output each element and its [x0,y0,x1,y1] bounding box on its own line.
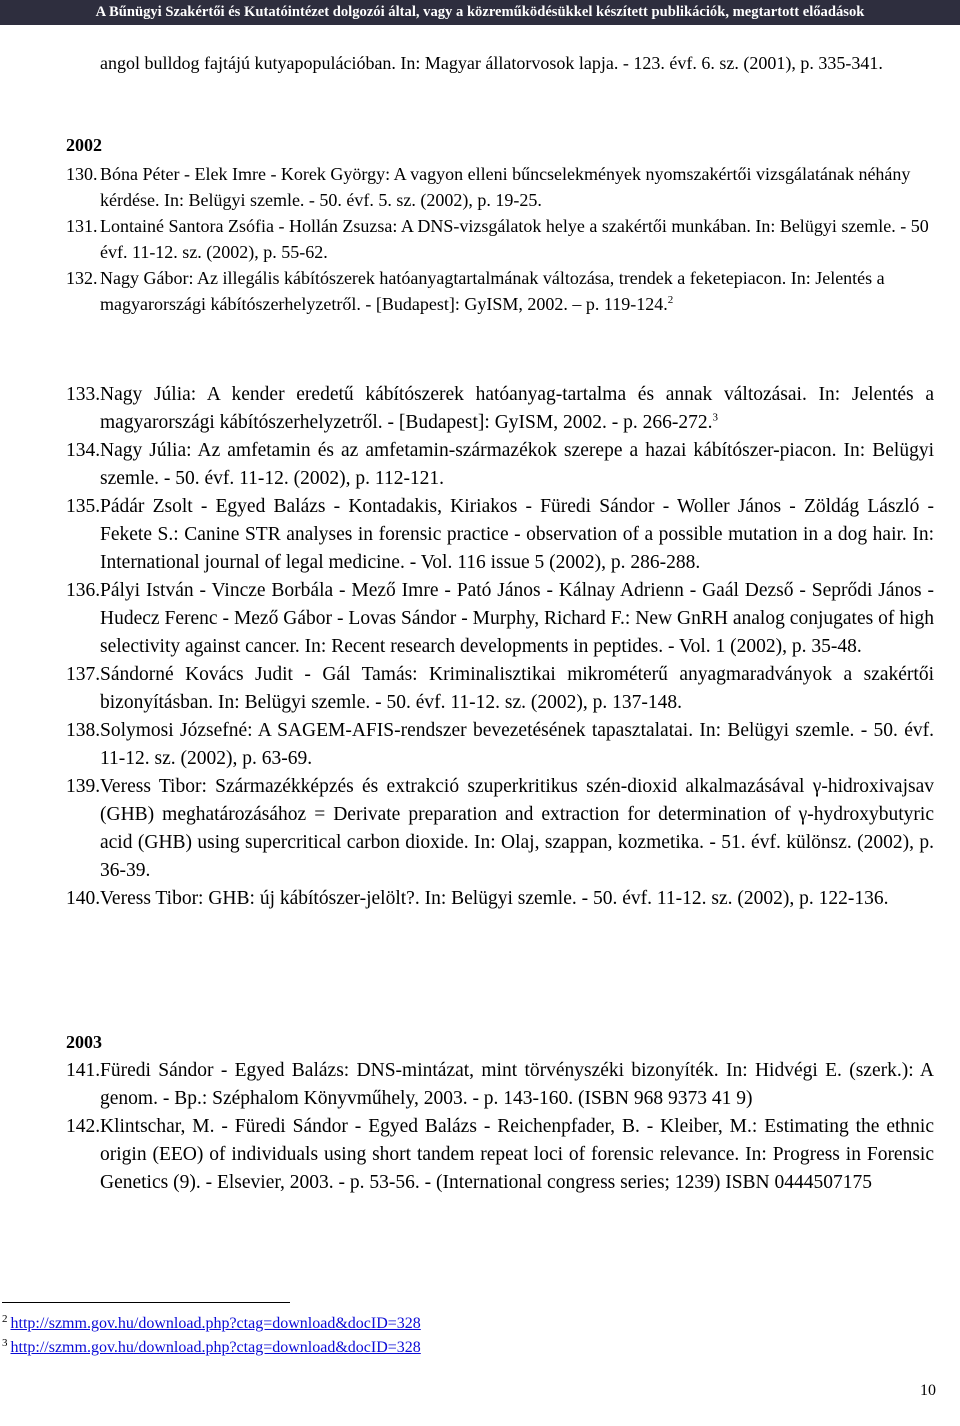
entry-number: 141. [66,1060,101,1081]
entry-text: Veress Tibor: Származékképzés és extrakció szuperkritikus szén-dioxid alkalmazásával γ-hidroxivajsav (GHB) meghatározásához = Derivate preparation and extraction for determination of γ-hydroxybutyric acid (GHB) using supercritical carbon dioxide. In: Olaj, szappan, kozmetika. - 51. évf. különsz. (2002), p. 36-39. [100,776,934,881]
footnote-mark: 2 [2,1312,8,1325]
list-item [66,577,934,661]
year-heading-2002: 2002 [66,135,102,155]
list-item [66,213,934,265]
footnote-ref[interactable]: 2 [667,294,674,306]
entries-2002-part2 [66,381,934,913]
entry-number: 140. [66,888,101,909]
list-item [66,717,934,773]
list-item [66,493,934,577]
entry-number: 139. [66,776,101,797]
list-item [66,381,934,437]
year-heading-2003: 2003 [66,1032,102,1052]
list-item [66,161,934,213]
entry-text: Nagy Júlia: A kender eredetű kábítószerek hatóanyag-tartalma és annak változásai. In: Jelentés a magyarországi kábítószerhelyzetről. - [Budapest]: GyISM, 2002. - p. 266-272. [100,384,934,433]
footnote-link[interactable]: http://szmm.gov.hu/download.php?ctag=download&docID=328 [10,1315,421,1332]
entry-text: Nagy Gábor: Az illegális kábítószerek hatóanyagtartalmának változása, trendek a feketepiacon. In: Jelentés a magyarországi kábítószerhelyzetről. - [Budapest]: GyISM, 2002. – p. 119-124. [100,268,885,314]
continued-entry [66,50,934,76]
footnote-link[interactable]: http://szmm.gov.hu/download.php?ctag=download&docID=328 [10,1339,421,1356]
entry-text: angol bulldog fajtájú kutyapopulációban. In: Magyar állatorvosok lapja. - 123. évf. 6. sz. (2001), p. 335-341. [100,53,883,73]
list-item [66,1113,934,1197]
list-item [66,885,934,913]
entry-number: 131. [66,216,98,236]
entry-number: 142. [66,1116,101,1137]
list-item [66,773,934,885]
entry-text: Veress Tibor: GHB: új kábítószer-jelölt?. In: Belügyi szemle. - 50. évf. 11-12. sz. (2002), p. 122-136. [100,888,889,909]
entry-text: Lontainé Santora Zsófia - Hollán Zsuzsa: A DNS-vizsgálatok helye a szakértői munkában. In: Belügyi szemle. - 50 évf. 11-12. sz. (2002), p. 55-62. [100,216,929,262]
entries-2003 [66,1057,934,1197]
entry-text: Pályi István - Vincze Borbála - Mező Imre - Pató János - Kálnay Adrienn - Gaál Dezső - Seprődi János - Hudecz Ferenc - Mező Gábor - Lovas Sándor - Murphy, Richard F.: New GnRH analog conjugates of high selectivity against cancer. In: Recent research developments in peptides. - Vol. 1 (2002), p. 35-48. [100,580,934,657]
footnote-ref[interactable]: 3 [712,411,718,424]
entry-number: 137. [66,664,101,685]
document-header: A Bűnügyi Szakértői és Kutatóintézet dolgozói által, vagy a közreműködésükkel készített publikációk, megtartott előadások [0,0,960,25]
entry-text: Bóna Péter - Elek Imre - Korek György: A vagyon elleni bűncselekmények nyomszakértői vizsgálatának néhány kérdése. In: Belügyi szemle. - 50. évf. 5. sz. (2002), p. 19-25. [100,164,911,210]
entry-text: Sándorné Kovács Judit - Gál Tamás: Kriminalisztikai mikrométerű anyagmaradványok a szakértői bizonyításban. In: Belügyi szemle. - 50. évf. 11-12. sz. (2002), p. 137-148. [100,664,934,713]
entry-number: 138. [66,720,101,741]
entry-number: 136. [66,580,101,601]
entry-text: Klintschar, M. - Füredi Sándor - Egyed Balázs - Reichenpfader, B. - Kleiber, M.: Estimating the ethnic origin (EEO) of individuals using short tandem repeat loci of forensic relevance. In: Progress in Forensic Genetics (9). - Elsevier, 2003. - p. 53-56. - (International congress series; 1239) ISBN 0444507175 [100,1116,934,1193]
entry-text: Füredi Sándor - Egyed Balázs: DNS-mintázat, mint törvényszéki bizonyíték. In: Hidvégi E. (szerk.): A genom. - Bp.: Széphalom Könyvműhely, 2003. - p. 143-160. (ISBN 968 9373 41 9) [100,1060,934,1109]
page-number: 10 [920,1382,936,1399]
list-item [66,1057,934,1113]
entry-text: Pádár Zsolt - Egyed Balázs - Kontadakis, Kiriakos - Füredi Sándor - Woller János - Zöldág László - Fekete S.: Canine STR analyses in forensic practice - observation of a possible mutation in a dog hair. In: International journal of legal medicine. - Vol. 116 issue 5 (2002), p. 286-288. [100,496,934,573]
entry-number: 132. [66,268,98,288]
list-item [66,437,934,493]
entry-number: 133. [66,384,101,405]
footnote [2,1314,421,1334]
entry-text: Nagy Júlia: Az amfetamin és az amfetamin-származékok szerepe a hazai kábítószer-piacon. In: Belügyi szemle. - 50. évf. 11-12. (2002), p. 112-121. [100,440,934,489]
entries-2002-part1 [66,161,934,317]
list-item [66,661,934,717]
footnote [2,1338,421,1358]
entry-number: 135. [66,496,101,517]
list-item [66,265,934,317]
entry-number: 134. [66,440,101,461]
entry-number: 130. [66,164,98,184]
footnote-separator [2,1302,290,1303]
footnote-mark: 3 [2,1336,8,1349]
entry-text: Solymosi Józsefné: A SAGEM-AFIS-rendszer bevezetésének tapasztalatai. In: Belügyi szemle. - 50. évf. 11-12. sz. (2002), p. 63-69. [100,720,934,769]
